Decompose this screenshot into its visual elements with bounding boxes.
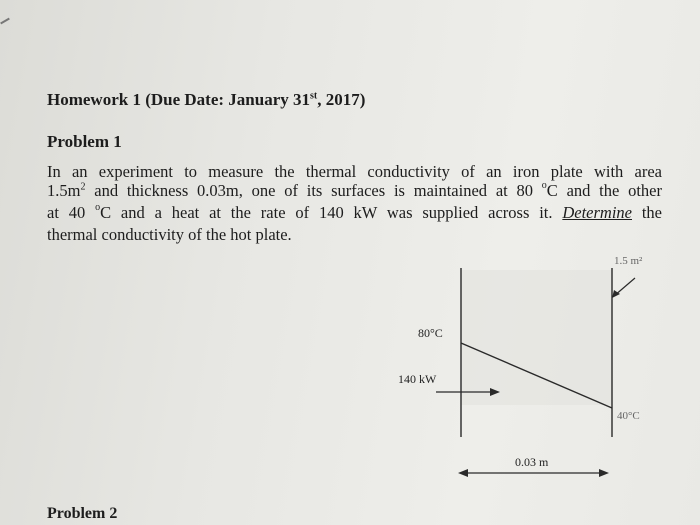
hot-temperature-label: 80°C	[418, 326, 443, 340]
statement-line-4: thermal conductivity of the hot plate.	[47, 225, 292, 244]
thickness-arrow-left	[458, 469, 468, 477]
problem-1-heading: Problem 1	[47, 132, 122, 151]
problem-2-heading: Problem 2	[47, 505, 118, 522]
statement-line-1: In an experiment to measure the thermal conductivity of an iron plate with area	[47, 162, 662, 181]
thickness-label: 0.03 m	[515, 455, 549, 469]
plate-body	[461, 270, 612, 405]
homework-title: Homework 1 (Due Date: January 31st, 2017)	[47, 90, 366, 109]
heat-rate-label: 140 kW	[398, 372, 437, 386]
thickness-arrow-right	[599, 469, 609, 477]
statement-line-2: $1.5m^2$ and thickness 0.03m, one of its surfaces is maintained at 80 $^o$C and the other	[47, 180, 662, 200]
area-label: 1.5 m²	[614, 255, 643, 267]
determine-emphasis: Determine	[562, 203, 632, 222]
statement-line-3: at 40 $^o$C and a heat at the rate of 140 kW was supplied across it. Determine the	[47, 202, 662, 222]
cold-temperature-label: 40°C	[617, 410, 640, 422]
